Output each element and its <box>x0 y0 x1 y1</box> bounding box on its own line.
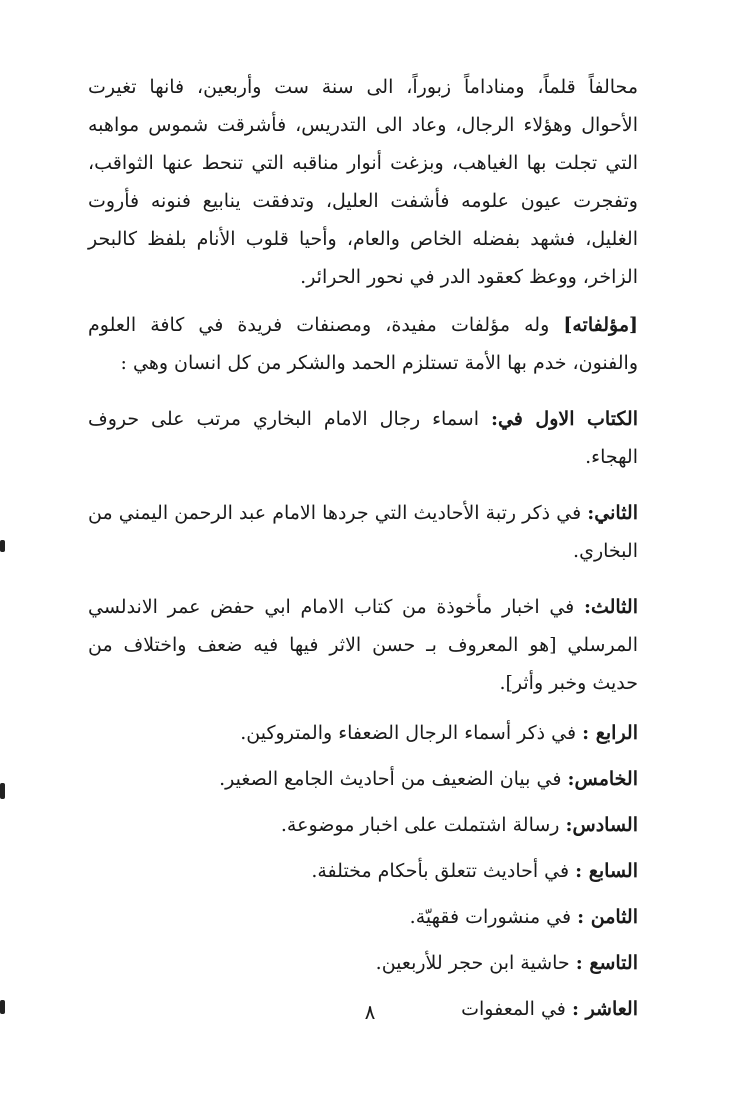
work-item-label: الرابع : <box>582 722 638 744</box>
work-item-text: رسالة اشتملت على اخبار موضوعة. <box>280 814 566 836</box>
work-item-text: في المعفوات <box>461 998 572 1020</box>
biography-paragraph: محالفاً قلماً، ومناداماً زبوراً، الى سنة ست وأربعين، فانها تغيرت الأحوال وهؤلاء الرجال، وعاد الى التدريس، فأشرقت شموس مواهبه التي تجلت بها الغياهب، وبزغت أنوار مناقبه التي تنحط عنها الثواقب، وتفجرت عيون علومه فأشفت العليل، وتدفقت ينابيع فنونه فأروت الغليل، فشهد بفضله الخاص والعام، وأحيا قلوب الأنام بلفظ كالبحر الزاخر، ووعظ كعقود الدر في نحور الحرائر. <box>88 76 638 288</box>
work-item-text: في بيان الضعيف من أحاديث الجامع الصغير. <box>219 768 568 790</box>
work-item-1 <box>88 400 638 476</box>
work-item-label: السابع : <box>575 860 638 882</box>
work-item-text: في منشورات فقهيّة. <box>409 906 578 928</box>
work-item-text: حاشية ابن حجر للأربعين. <box>375 952 576 974</box>
page-body <box>88 68 638 1032</box>
scan-edge-mark <box>0 1000 5 1014</box>
work-item-label: السادس: <box>565 814 638 836</box>
short-works-list <box>88 710 638 1032</box>
work-item-3 <box>88 588 638 702</box>
work-item-label: الخامس: <box>567 768 638 790</box>
work-item-label: الكتاب الاول في: <box>490 408 638 430</box>
work-item-text: في اخبار مأخوذة من كتاب الامام ابي حفض عمر الاندلسي المرسلي [هو المعروف بـ حسن الاثر فيها فيه ضعف واختلاف من حديث وخبر وأثر]. <box>88 596 638 694</box>
works-intro-label: [مؤلفاته] <box>563 314 638 336</box>
work-item-8 <box>88 894 638 940</box>
work-item-label: العاشر : <box>571 998 638 1020</box>
work-item-5 <box>88 756 638 802</box>
work-item-9 <box>88 940 638 986</box>
scan-edge-mark <box>0 783 5 799</box>
works-intro-paragraph <box>88 306 638 382</box>
work-item-label: الثامن : <box>577 906 638 928</box>
work-item-6 <box>88 802 638 848</box>
work-item-4 <box>88 710 638 756</box>
work-item-label: التاسع : <box>575 952 638 974</box>
work-item-label: الثاني: <box>587 502 638 524</box>
work-item-text: في أحاديث تتعلق بأحكام مختلفة. <box>311 860 576 882</box>
page-number <box>0 1000 740 1024</box>
work-item-7 <box>88 848 638 894</box>
work-item-label: الثالث: <box>583 596 638 618</box>
scan-edge-mark <box>0 540 5 552</box>
work-item-2 <box>88 494 638 570</box>
work-item-text: في ذكر أسماء الرجال الضعفاء والمتروكين. <box>240 722 583 744</box>
works-intro-text: وله مؤلفات مفيدة، ومصنفات فريدة في كافة العلوم والفنون، خدم بها الأمة تستلزم الحمد والشكر من كل انسان وهي : <box>88 314 638 374</box>
work-item-text: اسماء رجال الامام البخاري مرتب على حروف الهجاء. <box>88 408 638 468</box>
work-item-text: في ذكر رتبة الأحاديث التي جردها الامام عبد الرحمن اليمني من البخاري. <box>88 502 638 562</box>
page-number-text: ٨ <box>364 1000 376 1024</box>
